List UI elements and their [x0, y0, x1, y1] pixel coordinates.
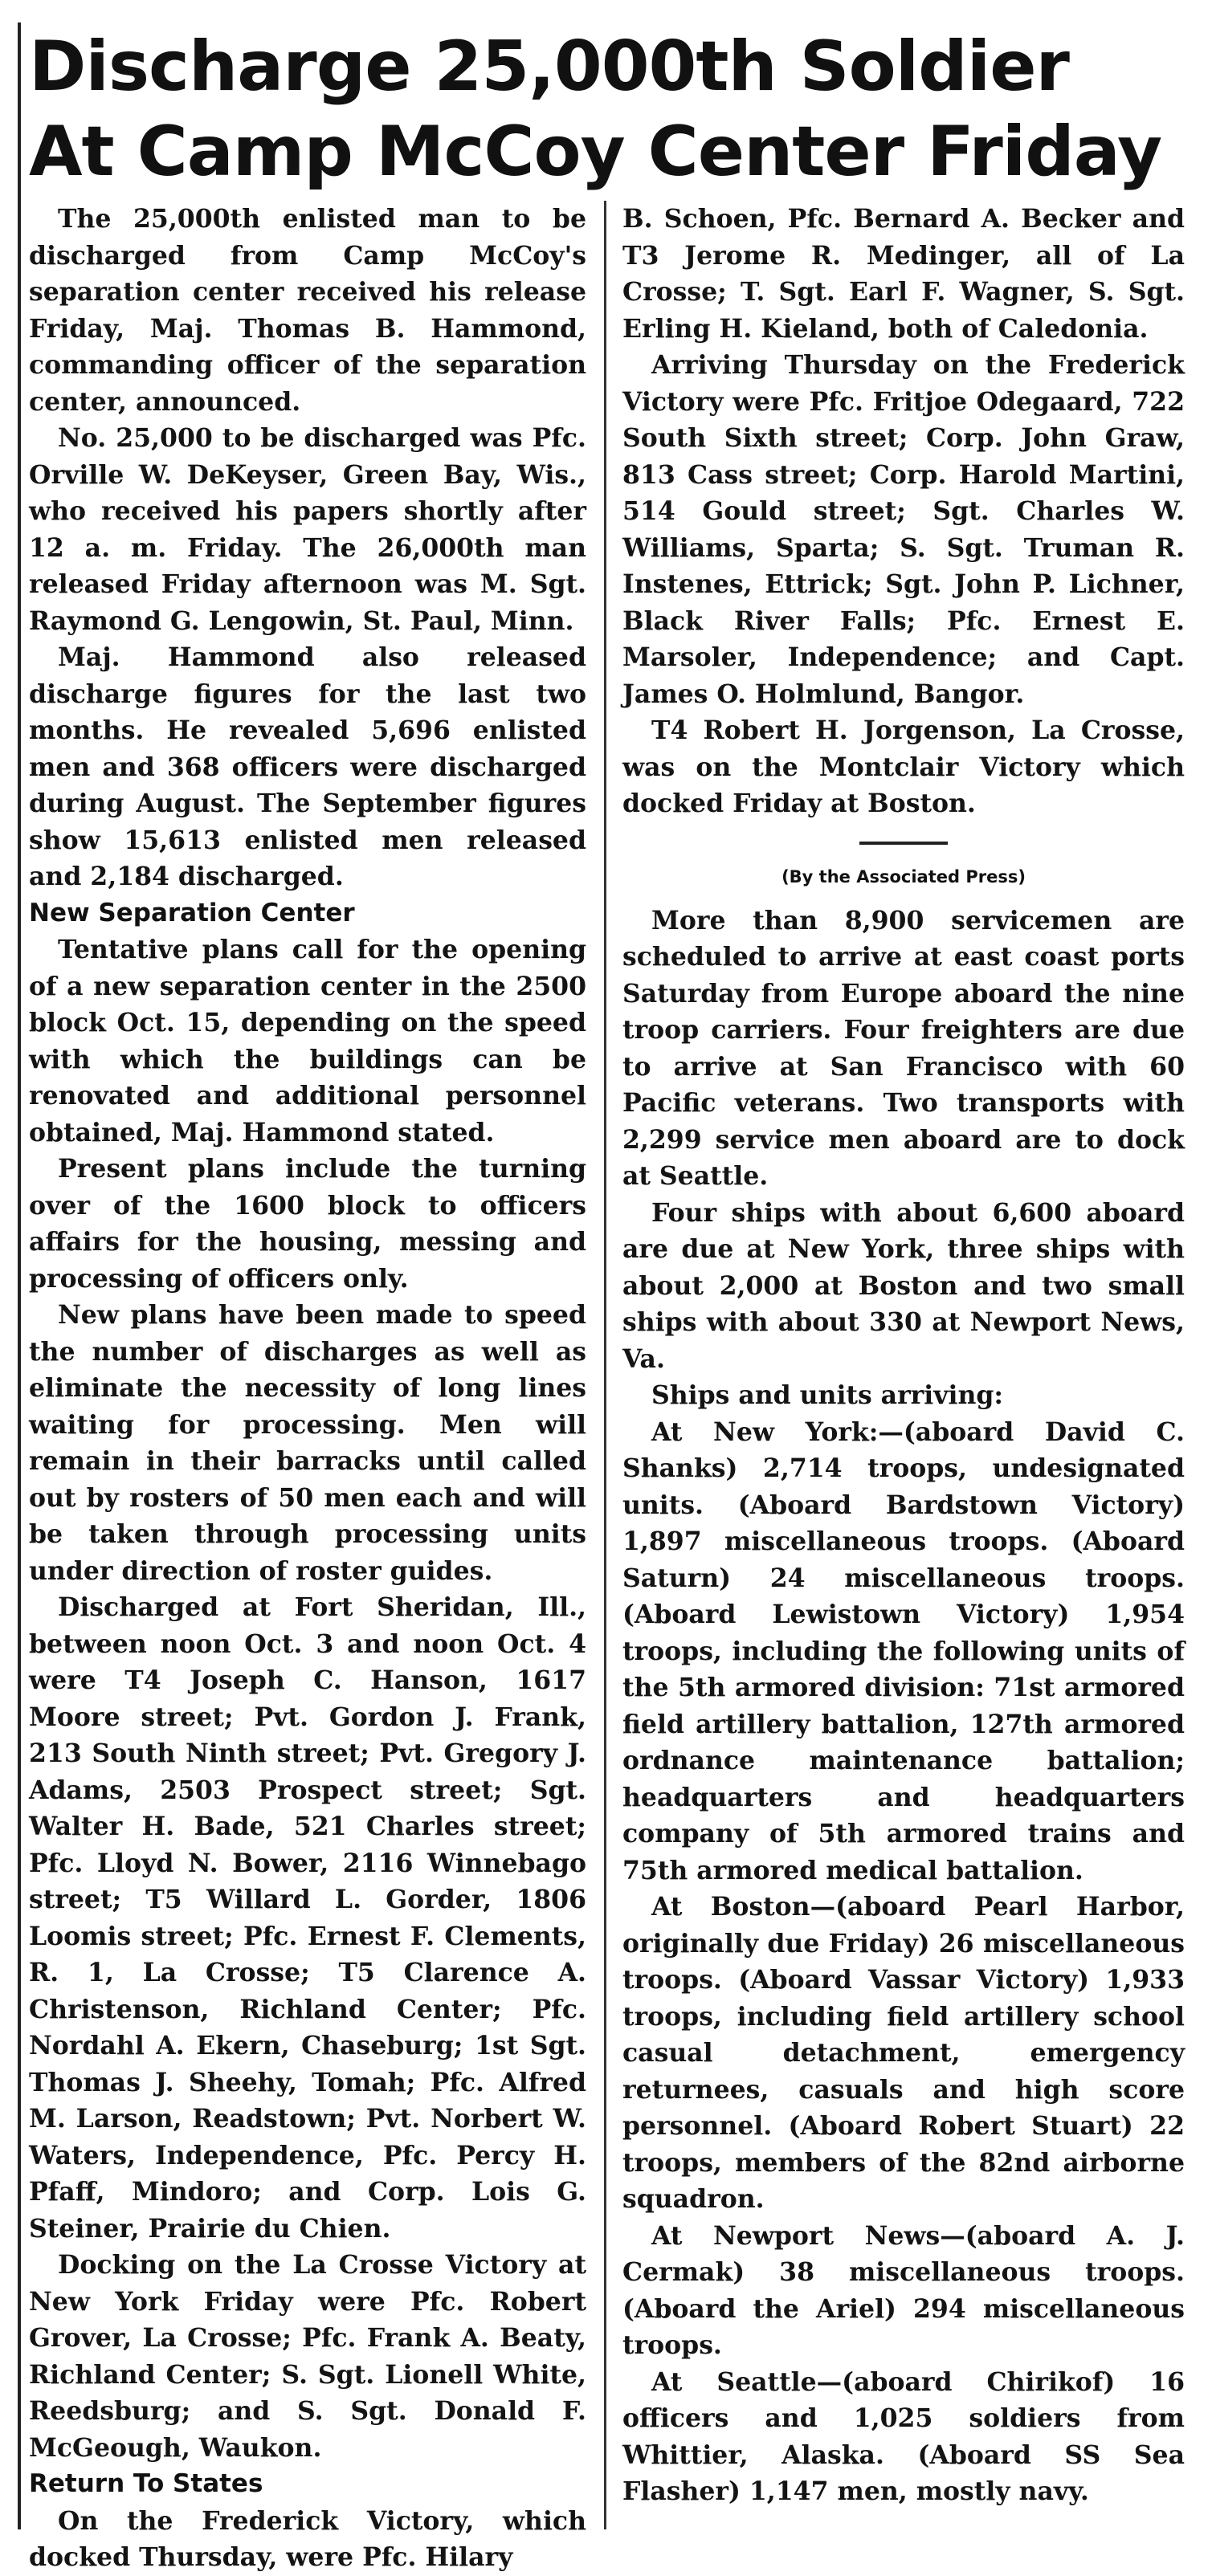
paragraph: Discharged at Fort Sheridan, Ill., between noon Oct. 3 and noon Oct. 4 were T4 Joseph C. Hanson, 1617 Moore street; Pvt. Gordon J. Frank, 213 South Ninth street; Pvt. Gregory J. Adams, 2503 Prospect street; Sgt. Walter H. Bade, 521 Charles street; Pfc. Lloyd N. Bower, 2116 Winnebago street; T5 Willard L. Gorder, 1806 Loomis street; Pfc. Ernest F. Clements, R. 1, La Crosse; T5 Clarence A. Christenson, Richland Center; Pfc. Nordahl A. Ekern, Chaseburg; 1st Sgt. Thomas J. Sheehy, Tomah; Pfc. Alfred M. Larson, Readstown; Pvt. Norbert W. Waters, Independence, Pfc. Percy H. Pfaff, Mindoro; and Corp. Lois G. Steiner, Prairie du Chien. — [29, 1592, 586, 2244]
right-column — [622, 201, 1185, 2510]
byline: (By the Associated Press) — [781, 866, 1026, 887]
paragraph: At Newport News—(aboard A. J. Cermak) 38 miscellaneous troops. (Aboard the Ariel) 294 miscellaneous troops. — [622, 2220, 1185, 2360]
paragraph: At New York:—(aboard David C. Shanks) 2,714 troops, undesignated units. (Aboard Bardstown Victory) 1,897 miscellaneous troops. (Aboard Saturn) 24 miscellaneous troops. (Aboard Lewistown Victory) 1,954 troops, including the following units of the 5th armored division: 71st armored field artillery battalion, 127th armored ordnance maintenance battalion; headquarters and headquarters company of 5th armored trains and 75th armored medical battalion. — [622, 1416, 1185, 1885]
paragraph: At Seattle—(aboard Chirikof) 16 officers and 1,025 soldiers from Whittier, Alaska. (Aboard SS Sea Flasher) 1,147 men, mostly navy. — [622, 2366, 1185, 2506]
paragraph: More than 8,900 servicemen are scheduled to arrive at east coast ports Saturday from Europe aboard the nine troop carriers. Four freighters are due to arrive at San Francisco with 60 Pacific veterans. Two transports with 2,299 service men aboard are to dock at Seattle. — [622, 905, 1185, 1191]
paragraph: The 25,000th enlisted man to be discharged from Camp McCoy's separation center received his release Friday, Maj. Thomas B. Hammond, commanding officer of the separation center, announced. — [29, 204, 586, 417]
left-border-rule — [18, 22, 21, 2529]
paragraph: New plans have been made to speed the number of discharges as well as eliminate the necessity of long lines waiting for processing. Men will remain in their barracks until called out by rosters of 50 men each and will be taken through processing units under direction of roster guides. — [29, 1300, 586, 1586]
paragraph: On the Frederick Victory, which docked Thursday, were Pfc. Hilary — [29, 2505, 586, 2572]
paragraph: Tentative plans call for the opening of a new separation center in the 2500 block Oct. 15, depending on the speed with which the buildings can be renovated and additional personnel obtained, Maj. Hammond stated. — [29, 935, 586, 1147]
paragraph: No. 25,000 to be discharged was Pfc. Orville W. DeKeyser, Green Bay, Wis., who received his papers shortly after 12 a. m. Friday. The 26,000th man released Friday afternoon was M. Sgt. Raymond G. Lengowin, St. Paul, Minn. — [29, 423, 586, 636]
paragraph: Arriving Thursday on the Frederick Victory were Pfc. Fritjoe Odegaard, 722 South Sixth street; Corp. John Graw, 813 Cass street; Corp. Harold Martini, 514 Gould street; Sgt. Charles W. Williams, Sparta; S. Sgt. Truman R. Instenes, Ettrick; Sgt. John P. Lichner, Black River Falls; Pfc. Ernest E. Marsoler, Independence; and Capt. James O. Holmlund, Bangor. — [622, 350, 1185, 709]
paragraph: At Boston—(aboard Pearl Harbor, originally due Friday) 26 miscellaneous troops. (Aboard Vassar Victory) 1,933 troops, including field artillery school casual detachment, emergency returnees, casuals and high score personnel. (Aboard Robert Stuart) 22 troops, members of the 82nd airborne squadron. — [622, 1892, 1185, 2214]
paragraph: Maj. Hammond also released discharge figures for the last two months. He revealed 5,696 enlisted men and 368 officers were discharged during August. The September figures show 15,613 enlisted men released and 2,184 discharged. — [29, 642, 586, 891]
paragraph: Docking on the La Crosse Victory at New York Friday were Pfc. Robert Grover, La Crosse; Pfc. Frank A. Beaty, Richland Center; S. Sgt. Lionell White, Reedsburg; and S. Sgt. Donald F. McGeough, Waukon. — [29, 2250, 586, 2463]
paragraph: Present plans include the turning over of the 1600 block to officers affairs for the housing, messing and processing of officers only. — [29, 1154, 586, 1294]
subhead-new-separation-center: New Separation Center — [29, 898, 355, 927]
paragraph: Ships and units arriving: — [651, 1380, 1004, 1410]
section-divider-rule — [859, 842, 948, 845]
headline-line-1: Discharge 25,000th Soldier — [29, 26, 1069, 107]
paragraph-continued: B. Schoen, Pfc. Bernard A. Becker and T3 Jerome R. Medinger, all of La Crosse; T. Sgt. Earl F. Wagner, S. Sgt. Erling H. Kieland, both of Caledonia. — [622, 204, 1185, 344]
headline — [29, 24, 1202, 194]
paragraph: Four ships with about 6,600 aboard are due at New York, three ships with about 2,000 at Boston and two small ships with about 330 at Newport News, Va. — [622, 1197, 1185, 1374]
paragraph: T4 Robert H. Jorgenson, La Crosse, was on the Montclair Victory which docked Friday at Boston. — [622, 715, 1185, 818]
column-divider — [604, 201, 606, 2529]
left-column — [29, 201, 586, 2576]
headline-line-2: At Camp McCoy Center Friday — [29, 112, 1162, 192]
subhead-return-to-states: Return To States — [29, 2469, 263, 2498]
